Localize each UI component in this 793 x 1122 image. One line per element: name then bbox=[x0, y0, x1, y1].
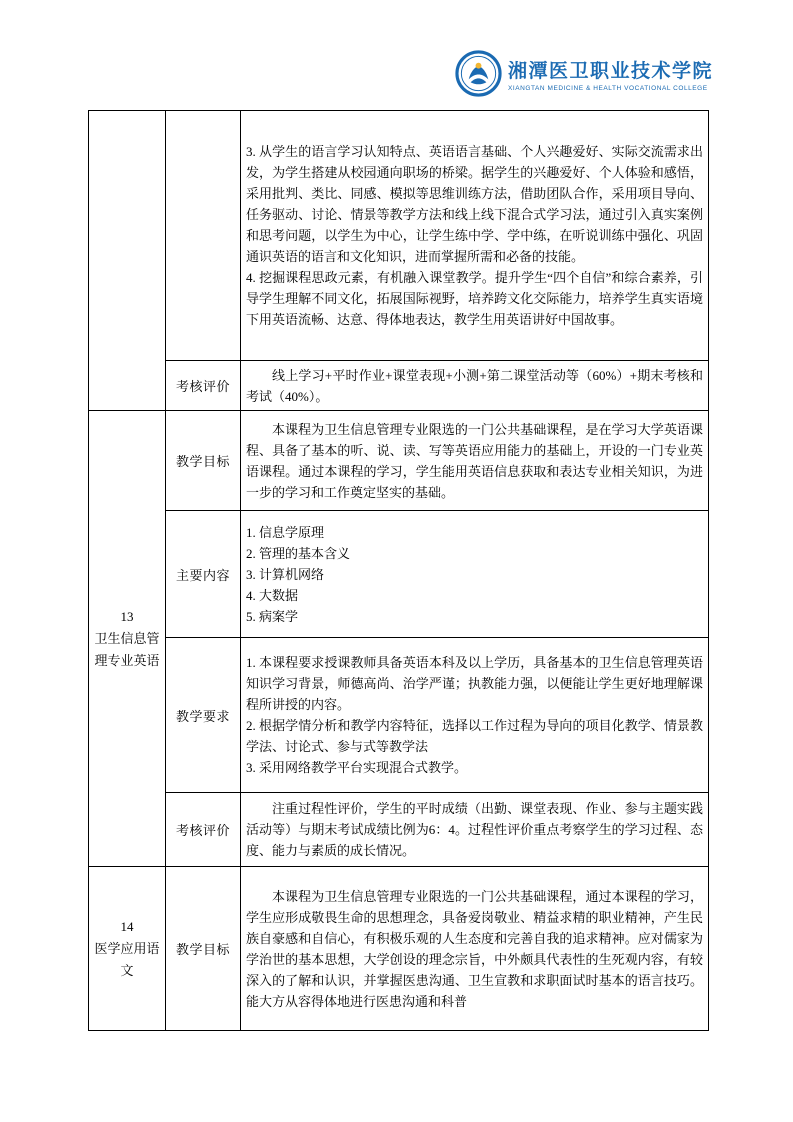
section-label-empty bbox=[166, 111, 241, 361]
course-cell-14 bbox=[89, 867, 166, 1031]
section-label-objectives: 教学目标 bbox=[166, 411, 241, 511]
requirements-cell bbox=[241, 638, 709, 793]
content-item: 1. 信息学原理 bbox=[246, 524, 325, 540]
section-label-assessment: 考核评价 bbox=[166, 793, 241, 867]
assessment-text: 注重过程性评价，学生的平时成绩（出勤、课堂表现、作业、参与主题实践活动等）与期末考试成绩比例为6：4。过程性评价重点考察学生的学习过程、态度、能力与素质的成长情况。 bbox=[246, 801, 703, 858]
college-logo-text bbox=[508, 56, 713, 92]
course-name: 医学应用语文 bbox=[94, 940, 160, 978]
assessment-text: 线上学习+平时作业+课堂表现+小测+第二课堂活动等（60%）+期末考核和考试（40%）。 bbox=[246, 367, 703, 404]
requirement-item: 2. 根据学情分析和教学内容特征，选择以工作过程为导向的项目化教学、情景教学法、讨论式、参与式等教学法 bbox=[246, 718, 703, 754]
main-content-cell bbox=[241, 511, 709, 638]
teaching-requirements-continued-cell bbox=[241, 111, 709, 361]
course-cell-empty bbox=[89, 111, 166, 411]
objectives-cell bbox=[241, 867, 709, 1031]
section-label-assessment: 考核评价 bbox=[166, 361, 241, 411]
section-label-requirements: 教学要求 bbox=[166, 638, 241, 793]
course-name: 卫生信息管理专业英语 bbox=[94, 630, 160, 668]
college-emblem-icon bbox=[455, 50, 502, 97]
course-syllabus-table bbox=[88, 110, 709, 1031]
course-number: 14 bbox=[120, 918, 134, 934]
objectives-text: 本课程为卫生信息管理专业限选的一门公共基础课程，通过本课程的学习，学生应形成敬畏生命的思想理念，具备爱岗敬业、精益求精的职业精神，产生民族自豪感和自信心，有积极乐观的人生态度和完善自我的追求精神。应对儒家为学治世的基本思想，大学创设的理念宗旨，中外颇具代表性的生死观内容，有较深入的了解和认识，并掌握医患沟通、卫生宣教和求职面试时基本的语言技巧。能大方从容得体地进行医患沟通和科普 bbox=[246, 888, 703, 1009]
content-item: 5. 病案学 bbox=[246, 608, 299, 624]
section-label-objectives: 教学目标 bbox=[166, 867, 241, 1031]
content-item: 3. 计算机网络 bbox=[246, 566, 325, 582]
requirement-item: 3. 采用网络教学平台实现混合式教学。 bbox=[246, 760, 468, 775]
page-header bbox=[455, 50, 713, 97]
assessment-cell bbox=[241, 793, 709, 867]
college-name-english: XIANGTAN MEDICINE & HEALTH VOCATIONAL COLLEGE bbox=[507, 84, 708, 92]
requirement-item: 4. 挖掘课程思政元素，有机融入课堂教学。提升学生“四个自信”和综合素养，引导学生理解不同文化，拓展国际视野，培养跨文化交际能力，培养学生真实语境下用英语流畅、达意、得体地表达，教学生用英语讲好中国故事。 bbox=[246, 270, 703, 327]
requirement-item: 1. 本课程要求授课教师具备英语本科及以上学历，具备基本的卫生信息管理英语知识学习背景，师德高尚、治学严谨；执教能力强，以便能让学生更好地理解课程所讲授的内容。 bbox=[246, 655, 703, 712]
requirement-item: 3. 从学生的语言学习认知特点、英语语言基础、个人兴趣爱好、实际交流需求出发，为学生搭建从校园通向职场的桥梁。据学生的兴趣爱好、个人体验和感悟，采用批判、类比、同感、模拟等思维训练方法，借助团队合作，采用项目导向、任务驱动、讨论、情景等教学方法和线上线下混合式学习法，通过引入真实案例和思考问题，以学生为中心，让学生练中学、学中练，在听说训练中强化、巩固通识英语的语言和文化知识，进而掌握所需和必备的技能。 bbox=[246, 144, 703, 264]
objectives-cell bbox=[241, 411, 709, 511]
course-cell-13 bbox=[89, 411, 166, 867]
content-item: 2. 管理的基本含义 bbox=[246, 545, 351, 561]
content-item: 4. 大数据 bbox=[246, 587, 299, 603]
college-name: 湘潭医卫职业技术学院 bbox=[507, 60, 713, 82]
objectives-text: 本课程为卫生信息管理专业限选的一门公共基础课程，是在学习大学英语课程、具备了基本的听、说、读、写等英语应用能力的基础上，开设的一门专业英语课程。通过本课程的学习，学生能用英语信息获取和表达专业相关知识，为进一步的学习和工作奠定坚实的基础。 bbox=[246, 421, 703, 500]
course-number: 13 bbox=[120, 608, 134, 624]
assessment-cell bbox=[241, 361, 709, 411]
section-label-main-content: 主要内容 bbox=[166, 511, 241, 638]
